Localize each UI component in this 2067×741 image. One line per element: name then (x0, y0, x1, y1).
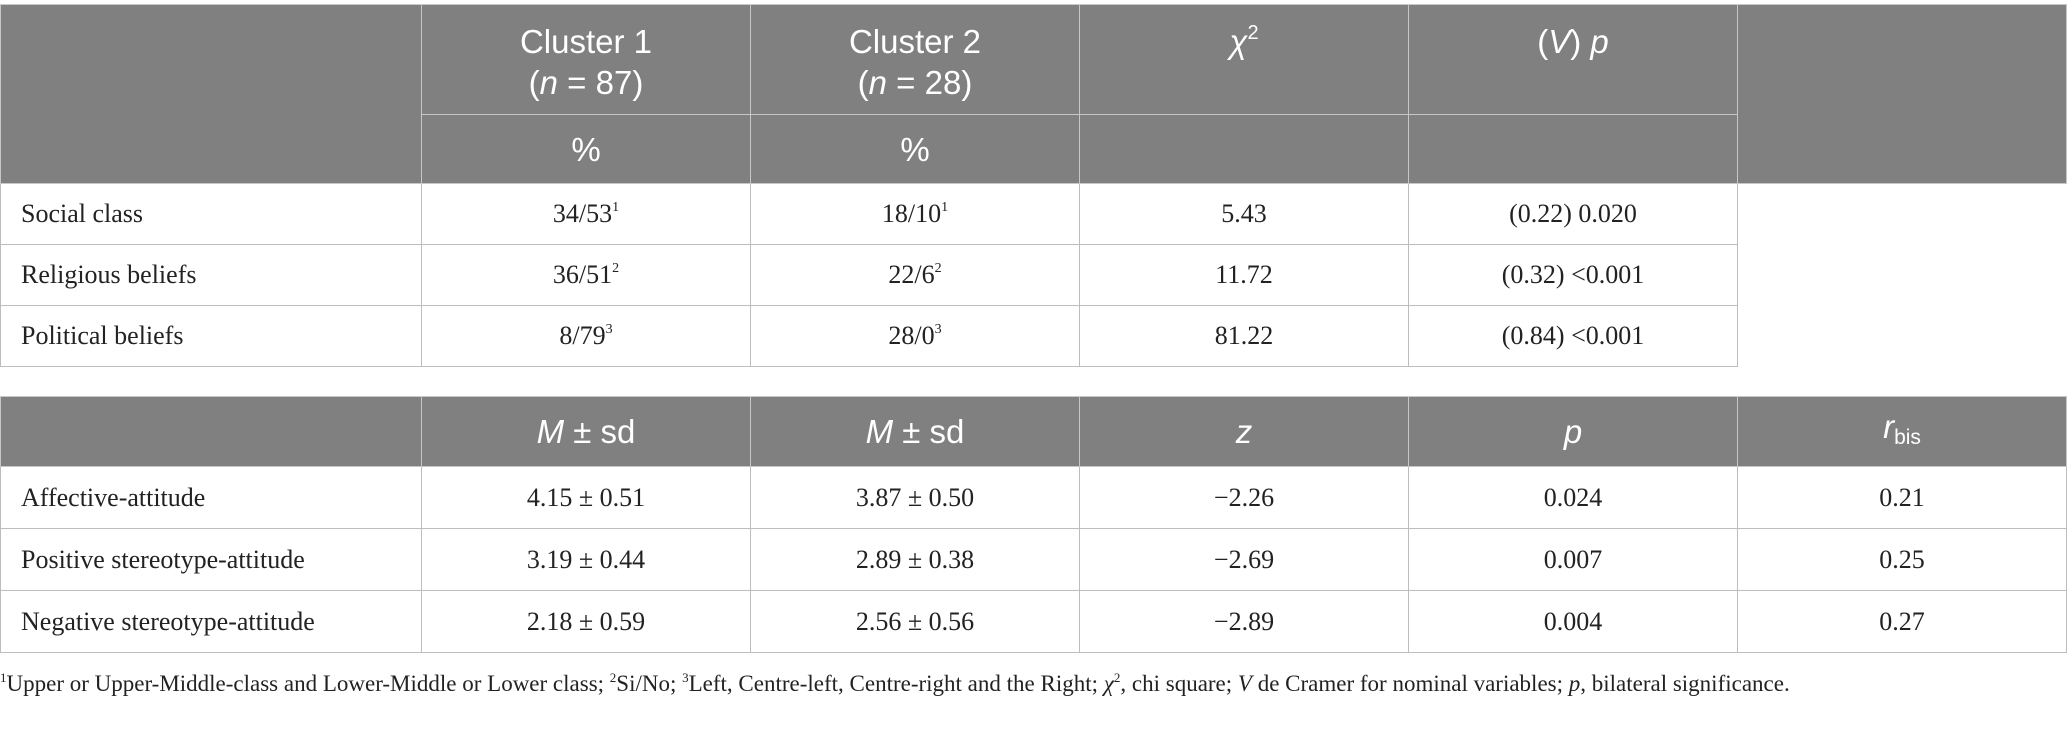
header-percent-1: % (422, 115, 751, 184)
cell-cluster1: 2.18 ± 0.59 (422, 591, 751, 653)
n-symbol: n (868, 64, 888, 101)
cell-cluster1: 4.15 ± 0.51 (422, 467, 751, 529)
cell-cluster2: 2.56 ± 0.56 (751, 591, 1080, 653)
header-blank-3 (1080, 115, 1409, 184)
header-chi-square: $\chi^2$ (1080, 5, 1409, 115)
cell-r: 0.21 (1738, 467, 2067, 529)
header-r-bis: $r_{bis}$ (1738, 397, 2067, 467)
header-z: z (1080, 397, 1409, 467)
cell-cluster2: $18/10^1$ (751, 184, 1080, 245)
cell-vp: (0.84) <0.001 (1409, 306, 1738, 367)
cell-chi: 11.72 (1080, 245, 1409, 306)
header-empty-cell (1, 397, 422, 467)
cell-vp: (0.32) <0.001 (1409, 245, 1738, 306)
cell-cluster1: $36/51^2$ (422, 245, 751, 306)
header-empty-right (1738, 5, 2067, 184)
cell-cluster1: $8/79^3$ (422, 306, 751, 367)
header-empty-cell (1, 5, 422, 184)
row-label: Social class (1, 184, 422, 245)
n-symbol: n (539, 64, 559, 101)
row-label: Affective-attitude (1, 467, 422, 529)
cell-cluster2: 3.87 ± 0.50 (751, 467, 1080, 529)
cell-p: 0.024 (1409, 467, 1738, 529)
cell-p: 0.004 (1409, 591, 1738, 653)
header-cluster2-title: Cluster 2 (848, 23, 982, 60)
cell-r: 0.25 (1738, 529, 2067, 591)
table-row (1, 467, 2067, 529)
cell-p: 0.007 (1409, 529, 1738, 591)
cell-z: −2.89 (1080, 591, 1409, 653)
row-label: Political beliefs (1, 306, 422, 367)
header-cluster2: Cluster 2 (n = 28) (751, 5, 1080, 115)
cell-r: 0.27 (1738, 591, 2067, 653)
cell-cluster2: 2.89 ± 0.38 (751, 529, 1080, 591)
row-label: Religious beliefs (1, 245, 422, 306)
header-mean-sd-1: M ± sd (422, 397, 751, 467)
cell-cluster2: $28/0^3$ (751, 306, 1080, 367)
cell-z: −2.26 (1080, 467, 1409, 529)
cell-vp: (0.22) 0.020 (1409, 184, 1738, 245)
cell-cluster2: $22/6^2$ (751, 245, 1080, 306)
blank-cell (1738, 184, 2067, 367)
table-row (1, 591, 2067, 653)
cell-z: −2.69 (1080, 529, 1409, 591)
table-row (1, 184, 2067, 245)
cell-chi: 81.22 (1080, 306, 1409, 367)
header-cluster1-title: Cluster 1 (519, 23, 653, 60)
header-cramer-v-p: (V) p (1409, 5, 1738, 115)
table-row (1, 529, 2067, 591)
header-mean-sd-2: M ± sd (751, 397, 1080, 467)
cell-cluster1: 3.19 ± 0.44 (422, 529, 751, 591)
header-p: p (1409, 397, 1738, 467)
table-continuous (0, 396, 2067, 653)
header-cluster1: Cluster 1 (n = 87) (422, 5, 751, 115)
cell-chi: 5.43 (1080, 184, 1409, 245)
cell-cluster1: $34/53^1$ (422, 184, 751, 245)
header-percent-2: % (751, 115, 1080, 184)
header-blank-4 (1409, 115, 1738, 184)
table-footnote: $^1$Upper or Upper-Middle-class and Lower-Middle or Lower class; $^2$Si/No; $^3$Left, Centre-left, Centre-right and the Right; $\chi^2$, chi square; V de Cramer for nominal variables; p, bilateral significance. (0, 670, 1790, 696)
row-label: Negative stereotype-attitude (1, 591, 422, 653)
row-label: Positive stereotype-attitude (1, 529, 422, 591)
table-categorical (0, 4, 2067, 367)
